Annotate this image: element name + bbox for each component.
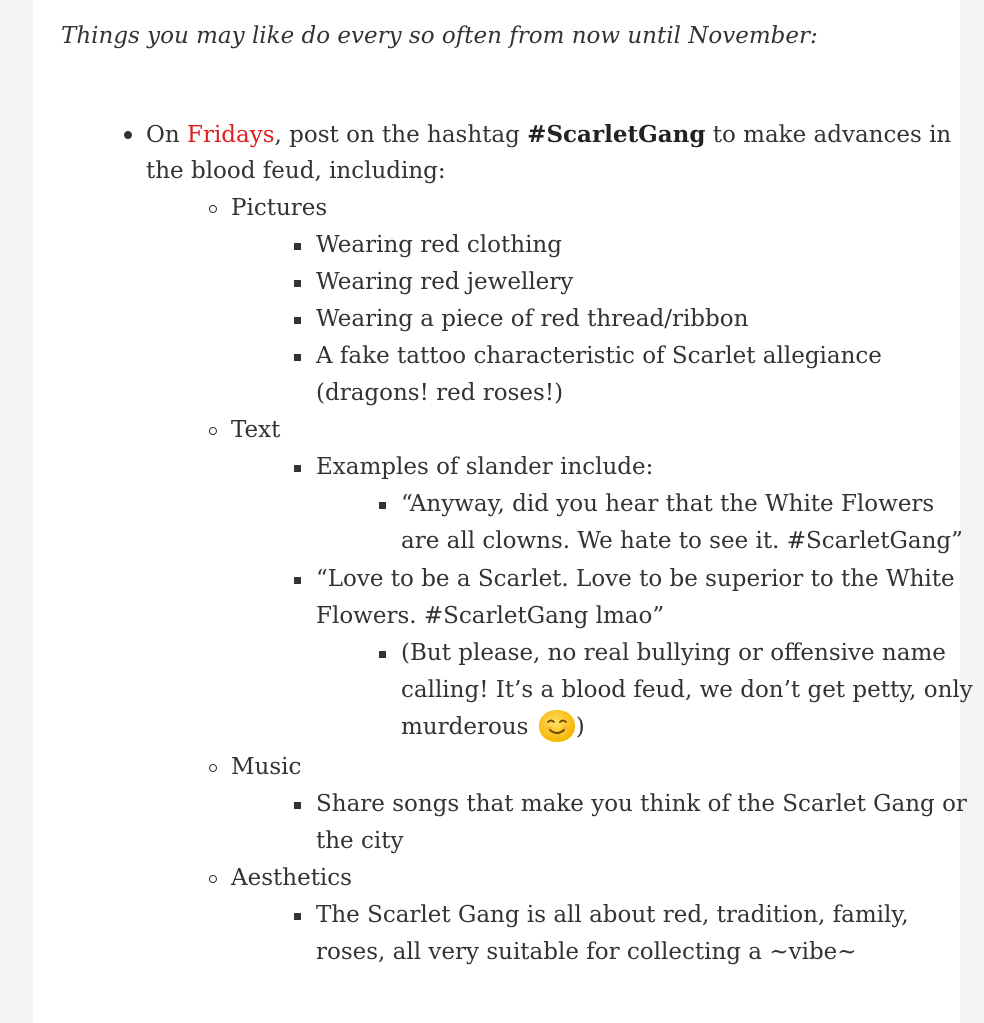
circle-bullet: [209, 875, 217, 883]
example2-line1: “Love to be a Scarlet. Love to be superior to the White: [316, 566, 955, 592]
main-item-prefix: On: [146, 122, 187, 148]
list-item-example2: [316, 561, 955, 598]
list-item-pictures: [231, 190, 327, 227]
list-item-text-section: [231, 412, 280, 449]
aesthetics-line1: The Scarlet Gang is all about red, tradition, family,: [316, 902, 909, 928]
smiling-face-with-halo-eyes-icon: [538, 709, 576, 743]
square-bullet: [294, 802, 301, 809]
list-item-aesthetics: [231, 860, 352, 897]
example1-line1: “Anyway, did you hear that the White Flowers: [401, 491, 935, 517]
music-label: Music: [231, 754, 302, 780]
example1-line2: are all clowns. We hate to see it. #ScarletGang”: [401, 528, 963, 554]
main-item-line2: the blood feud, including:: [146, 158, 446, 184]
list-item-note: [401, 635, 946, 672]
list-item-example1: [401, 486, 934, 523]
main-item-mid: , post on the hashtag: [274, 122, 528, 148]
disc-bullet: [124, 131, 132, 139]
list-item-songs: [316, 786, 967, 823]
slander-heading: Examples of slander include:: [316, 454, 654, 480]
tattoo-line1: A fake tattoo characteristic of Scarlet allegiance: [316, 343, 882, 369]
square-bullet: [294, 913, 301, 920]
square-bullet: [294, 354, 301, 361]
note-line3-text: murderous: [401, 714, 536, 740]
tattoo-line2: (dragons! red roses!): [316, 380, 564, 406]
example2-line2: Flowers. #ScarletGang lmao”: [316, 603, 665, 629]
square-bullet: [294, 243, 301, 250]
note-line1: (But please, no real bullying or offensive name: [401, 640, 946, 666]
fridays-link[interactable]: Fridays: [186, 122, 275, 148]
list-item-music: [231, 749, 301, 786]
square-bullet: [379, 502, 386, 509]
list-item: [316, 301, 748, 338]
pictures-label: Pictures: [231, 195, 328, 221]
list-item-vibe: [316, 897, 909, 934]
list-item-text: Wearing red clothing: [316, 232, 562, 258]
aesthetics-line2: roses, all very suitable for collecting a ~vibe~: [316, 939, 857, 965]
intro-text: Things you may like do every so often from now until November:: [61, 23, 818, 49]
list-item-fridays: [146, 116, 951, 154]
square-bullet: [294, 465, 301, 472]
music-line2: the city: [316, 828, 404, 854]
square-bullet: [294, 280, 301, 287]
note-line3-close: ): [575, 714, 585, 740]
music-line1: Share songs that make you think of the Scarlet Gang or: [316, 791, 967, 817]
square-bullet: [294, 577, 301, 584]
circle-bullet: [209, 764, 217, 772]
square-bullet: [294, 317, 301, 324]
list-item: [316, 227, 562, 264]
list-item-text: Wearing red jewellery: [316, 269, 574, 295]
note-line2: calling! It’s a blood feud, we don’t get petty, only: [401, 677, 973, 703]
circle-bullet: [209, 427, 217, 435]
note-line3: [401, 709, 585, 746]
main-item-suffix: to make advances in: [705, 122, 952, 148]
list-item-text: Wearing a piece of red thread/ribbon: [316, 306, 749, 332]
circle-bullet: [209, 205, 217, 213]
text-label: Text: [231, 417, 281, 443]
aesthetics-label: Aesthetics: [231, 865, 352, 891]
list-item-slander: [316, 449, 653, 486]
list-item-tattoo: [316, 338, 882, 375]
square-bullet: [379, 651, 386, 658]
list-item: [316, 264, 573, 301]
article-content: [33, 0, 973, 1023]
hashtag-scarletgang: #ScarletGang: [527, 121, 706, 148]
